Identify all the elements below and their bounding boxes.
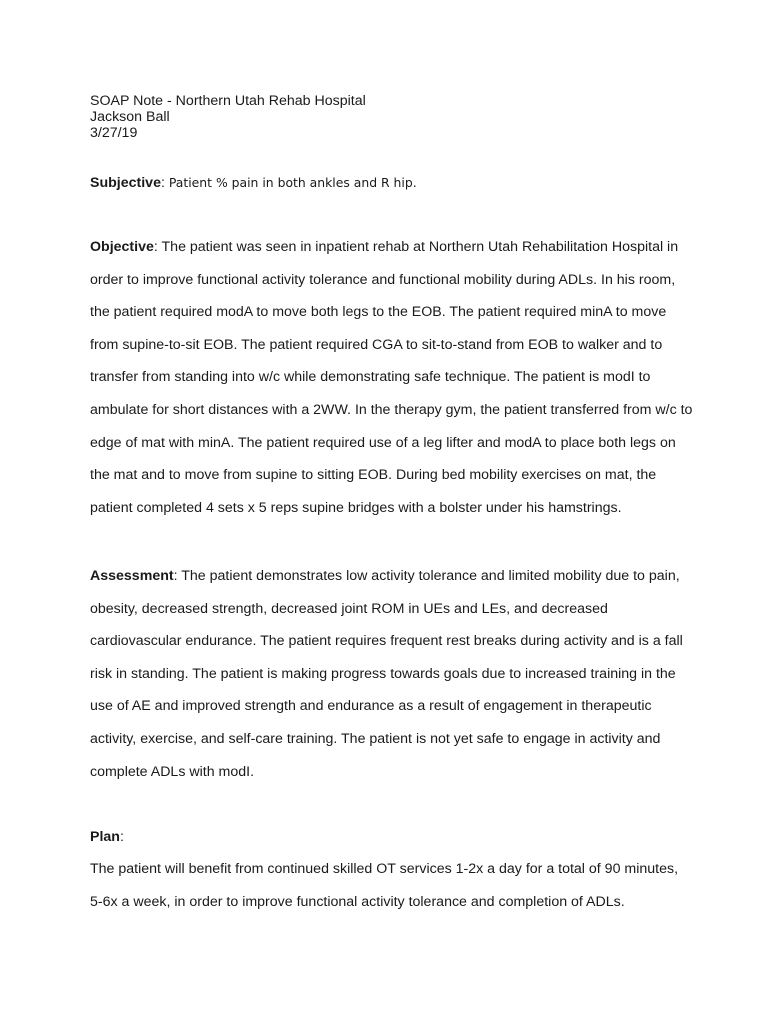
assessment-line: activity, exercise, and self-care training. The patient is not yet safe to engage in activity and <box>90 730 661 747</box>
objective-line: patient completed 4 sets x 5 reps supine bridges with a bolster under his hamstrings. <box>90 499 622 516</box>
assessment-label: Assessment <box>90 568 174 584</box>
objective-line: order to improve functional activity tolerance and functional mobility during ADLs. In his room, <box>90 271 676 288</box>
subjective-section <box>90 174 417 192</box>
plan-label: Plan <box>90 829 120 845</box>
plan-separator: : <box>119 829 124 845</box>
assessment-separator: : <box>173 568 182 584</box>
assessment-line: use of AE and improved strength and endurance as a result of engagement in therapeutic <box>90 698 652 715</box>
objective-separator: : <box>153 239 162 255</box>
plan-line: 5-6x a week, in order to improve functional activity tolerance and completion of ADLs. <box>90 893 625 910</box>
assessment-line <box>90 567 690 600</box>
objective-line: edge of mat with minA. The patient required use of a leg lifter and modA to place both legs on <box>90 434 676 451</box>
objective-line: ambulate for short distances with a 2WW. In the therapy gym, the patient transferred from w/c to <box>90 401 693 418</box>
assessment-line: complete ADLs with modI. <box>90 763 255 780</box>
assessment-line: obesity, decreased strength, decreased joint ROM in UEs and LEs, and decreased <box>90 600 608 617</box>
document-header <box>90 93 366 141</box>
objective-line: the mat and to move from supine to sitting EOB. During bed mobility exercises on mat, the <box>90 467 657 484</box>
subjective-label: Subjective <box>90 175 161 191</box>
objective-section <box>90 238 693 531</box>
objective-line <box>90 238 690 271</box>
assessment-section <box>90 567 690 795</box>
assessment-line: cardiovascular endurance. The patient requires frequent rest breaks during activity and is a fall <box>90 633 683 650</box>
objective-line: the patient required modA to move both legs to the EOB. The patient required minA to move <box>90 304 667 321</box>
assessment-text: The patient demonstrates low activity tolerance and limited mobility due to pain, <box>181 568 680 584</box>
objective-text: The patient was seen in inpatient rehab at Northern Utah Rehabilitation Hospital in <box>161 239 679 255</box>
objective-line: transfer from standing into w/c while demonstrating safe technique. The patient is modI to <box>90 369 651 386</box>
assessment-line: risk in standing. The patient is making progress towards goals due to increased training in the <box>90 665 676 682</box>
plan-heading <box>90 828 124 846</box>
subjective-separator: : <box>160 175 169 191</box>
author-name: Jackson Ball <box>90 109 170 125</box>
note-date: 3/27/19 <box>90 125 138 141</box>
plan-line: The patient will benefit from continued skilled OT services 1-2x a day for a total of 90 minutes, <box>90 861 679 877</box>
objective-line: from supine-to-sit EOB. The patient required CGA to sit-to-stand from EOB to walker and to <box>90 336 663 353</box>
plan-section <box>90 860 690 925</box>
subjective-text: Patient % pain in both ankles and R hip. <box>168 175 417 190</box>
objective-label: Objective <box>90 239 154 255</box>
document-title: SOAP Note - Northern Utah Rehab Hospital <box>90 93 366 109</box>
